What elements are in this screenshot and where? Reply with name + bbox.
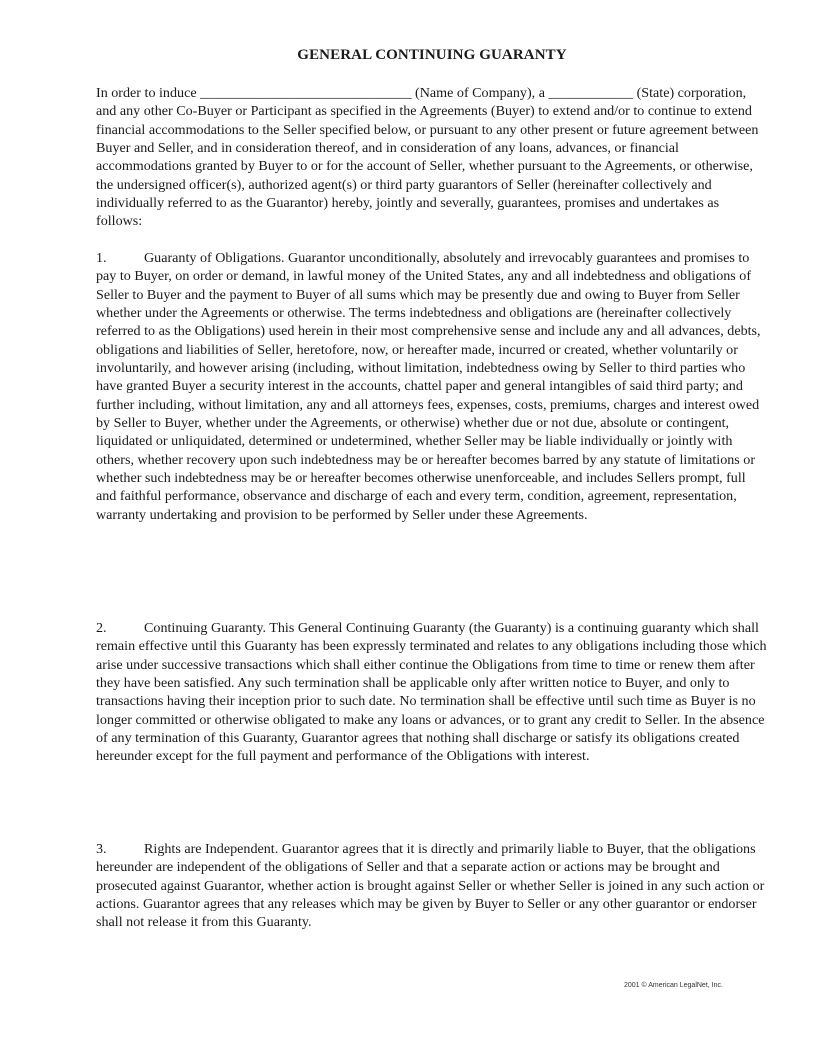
section-2-text: Continuing Guaranty. This General Continuing Guaranty (the Guaranty) is a continuing guaranty which shall remain effective until this Guaranty has been expressly terminated and relates to any obligations including those which arise under successive transactions which shall either continue the Obligations from time to time or renew them after they have been satisfied. Any such termination shall be applicable only after written notice to Buyer, and only to transactions having their inception prior to such date. No termination shall be effective until such time as Buyer is no longer committed or otherwise obligated to make any loans or advances, or to grant any credit to Seller. In the absence of any termination of this Guaranty, Guarantor agrees that nothing shall discharge or satisfy its obligations created hereunder except for the full payment and performance of the Obligations with interest. — [96, 620, 767, 765]
section-1-text: Guaranty of Obligations. Guarantor unconditionally, absolutely and irrevocably guarantees and promises to pay to Buyer, on order or demand, in lawful money of the United States, any and all indebtedness and obligations of Seller to Buyer and the payment to Buyer of all sums which may be presently due and owing to Buyer from Seller whether under the Agreements or otherwise. The terms indebtedness and obligations are (hereinafter collectively referred to as the Obligations) used herein in their most comprehensive sense and include any and all advances, debts, obligations and liabilities of Seller, heretofore, now, or hereafter made, incurred or created, whether voluntarily or involuntarily, and however arising (including, without limitation, indebtedness owing by Seller to third parties who have granted Buyer a security interest in the accounts, chattel paper and general intangibles of said third party; and further including, without limitation, any and all attorneys fees, expenses, costs, premiums, charges and interest owed by Seller to Buyer, whether under the Agreements, or otherwise) whether due or not due, absolute or contingent, liquidated or unliquidated, determined or undetermined, whether Seller may be liable individually or jointly with others, whether recovery upon such indebtedness may be or hereafter becomes barred by any statute of limitations or whether such indebtedness may be or hereafter becomes otherwise unenforceable, and includes Sellers prompt, full and faithful performance, observance and discharge of each and every term, condition, agreement, representation, warranty undertaking and provision to be performed by Seller under these Agreements. — [96, 250, 761, 523]
section-1-number: 1. — [96, 250, 107, 266]
section-2-paragraph — [96, 619, 768, 766]
section-3-paragraph — [96, 840, 768, 932]
document-title: GENERAL CONTINUING GUARANTY — [297, 47, 567, 63]
copyright-footer: 2001 © American LegalNet, Inc. — [624, 982, 723, 989]
section-2-number: 2. — [96, 620, 107, 636]
section-3-number: 3. — [96, 841, 107, 857]
section-3-text: Rights are Independent. Guarantor agrees that it is directly and primarily liable to Buyer, that the obligations hereunder are independent of the obligations of Seller and that a separate action or actions may be brought and prosecuted against Guarantor, whether action is brought against Seller or whether Seller is joined in any such action or actions. Guarantor agrees that any releases which may be given by Buyer to Seller or any other guarantor or endorser shall not release it from this Guaranty. — [96, 841, 765, 931]
intro-paragraph: In order to induce ______________________________ (Name of Company), a ____________ (State) corporation, and any other Co-Buyer or Participant as specified in the Agreements (Buyer) to extend and/or to continue to extend financial accommodations to the Seller specified below, or pursuant to any other present or future agreement between Buyer and Seller, and in consideration thereof, and in consideration of any loans, advances, or financial accommodations granted by Buyer to or for the account of Seller, whether pursuant to the Agreements, or otherwise, the undersigned officer(s), authorized agent(s) or third party guarantors of Seller (hereinafter collectively and individually referred to as the Guarantor) hereby, jointly and severally, guarantees, promises and undertakes as follows: — [96, 85, 759, 230]
section-1-paragraph — [96, 249, 768, 524]
